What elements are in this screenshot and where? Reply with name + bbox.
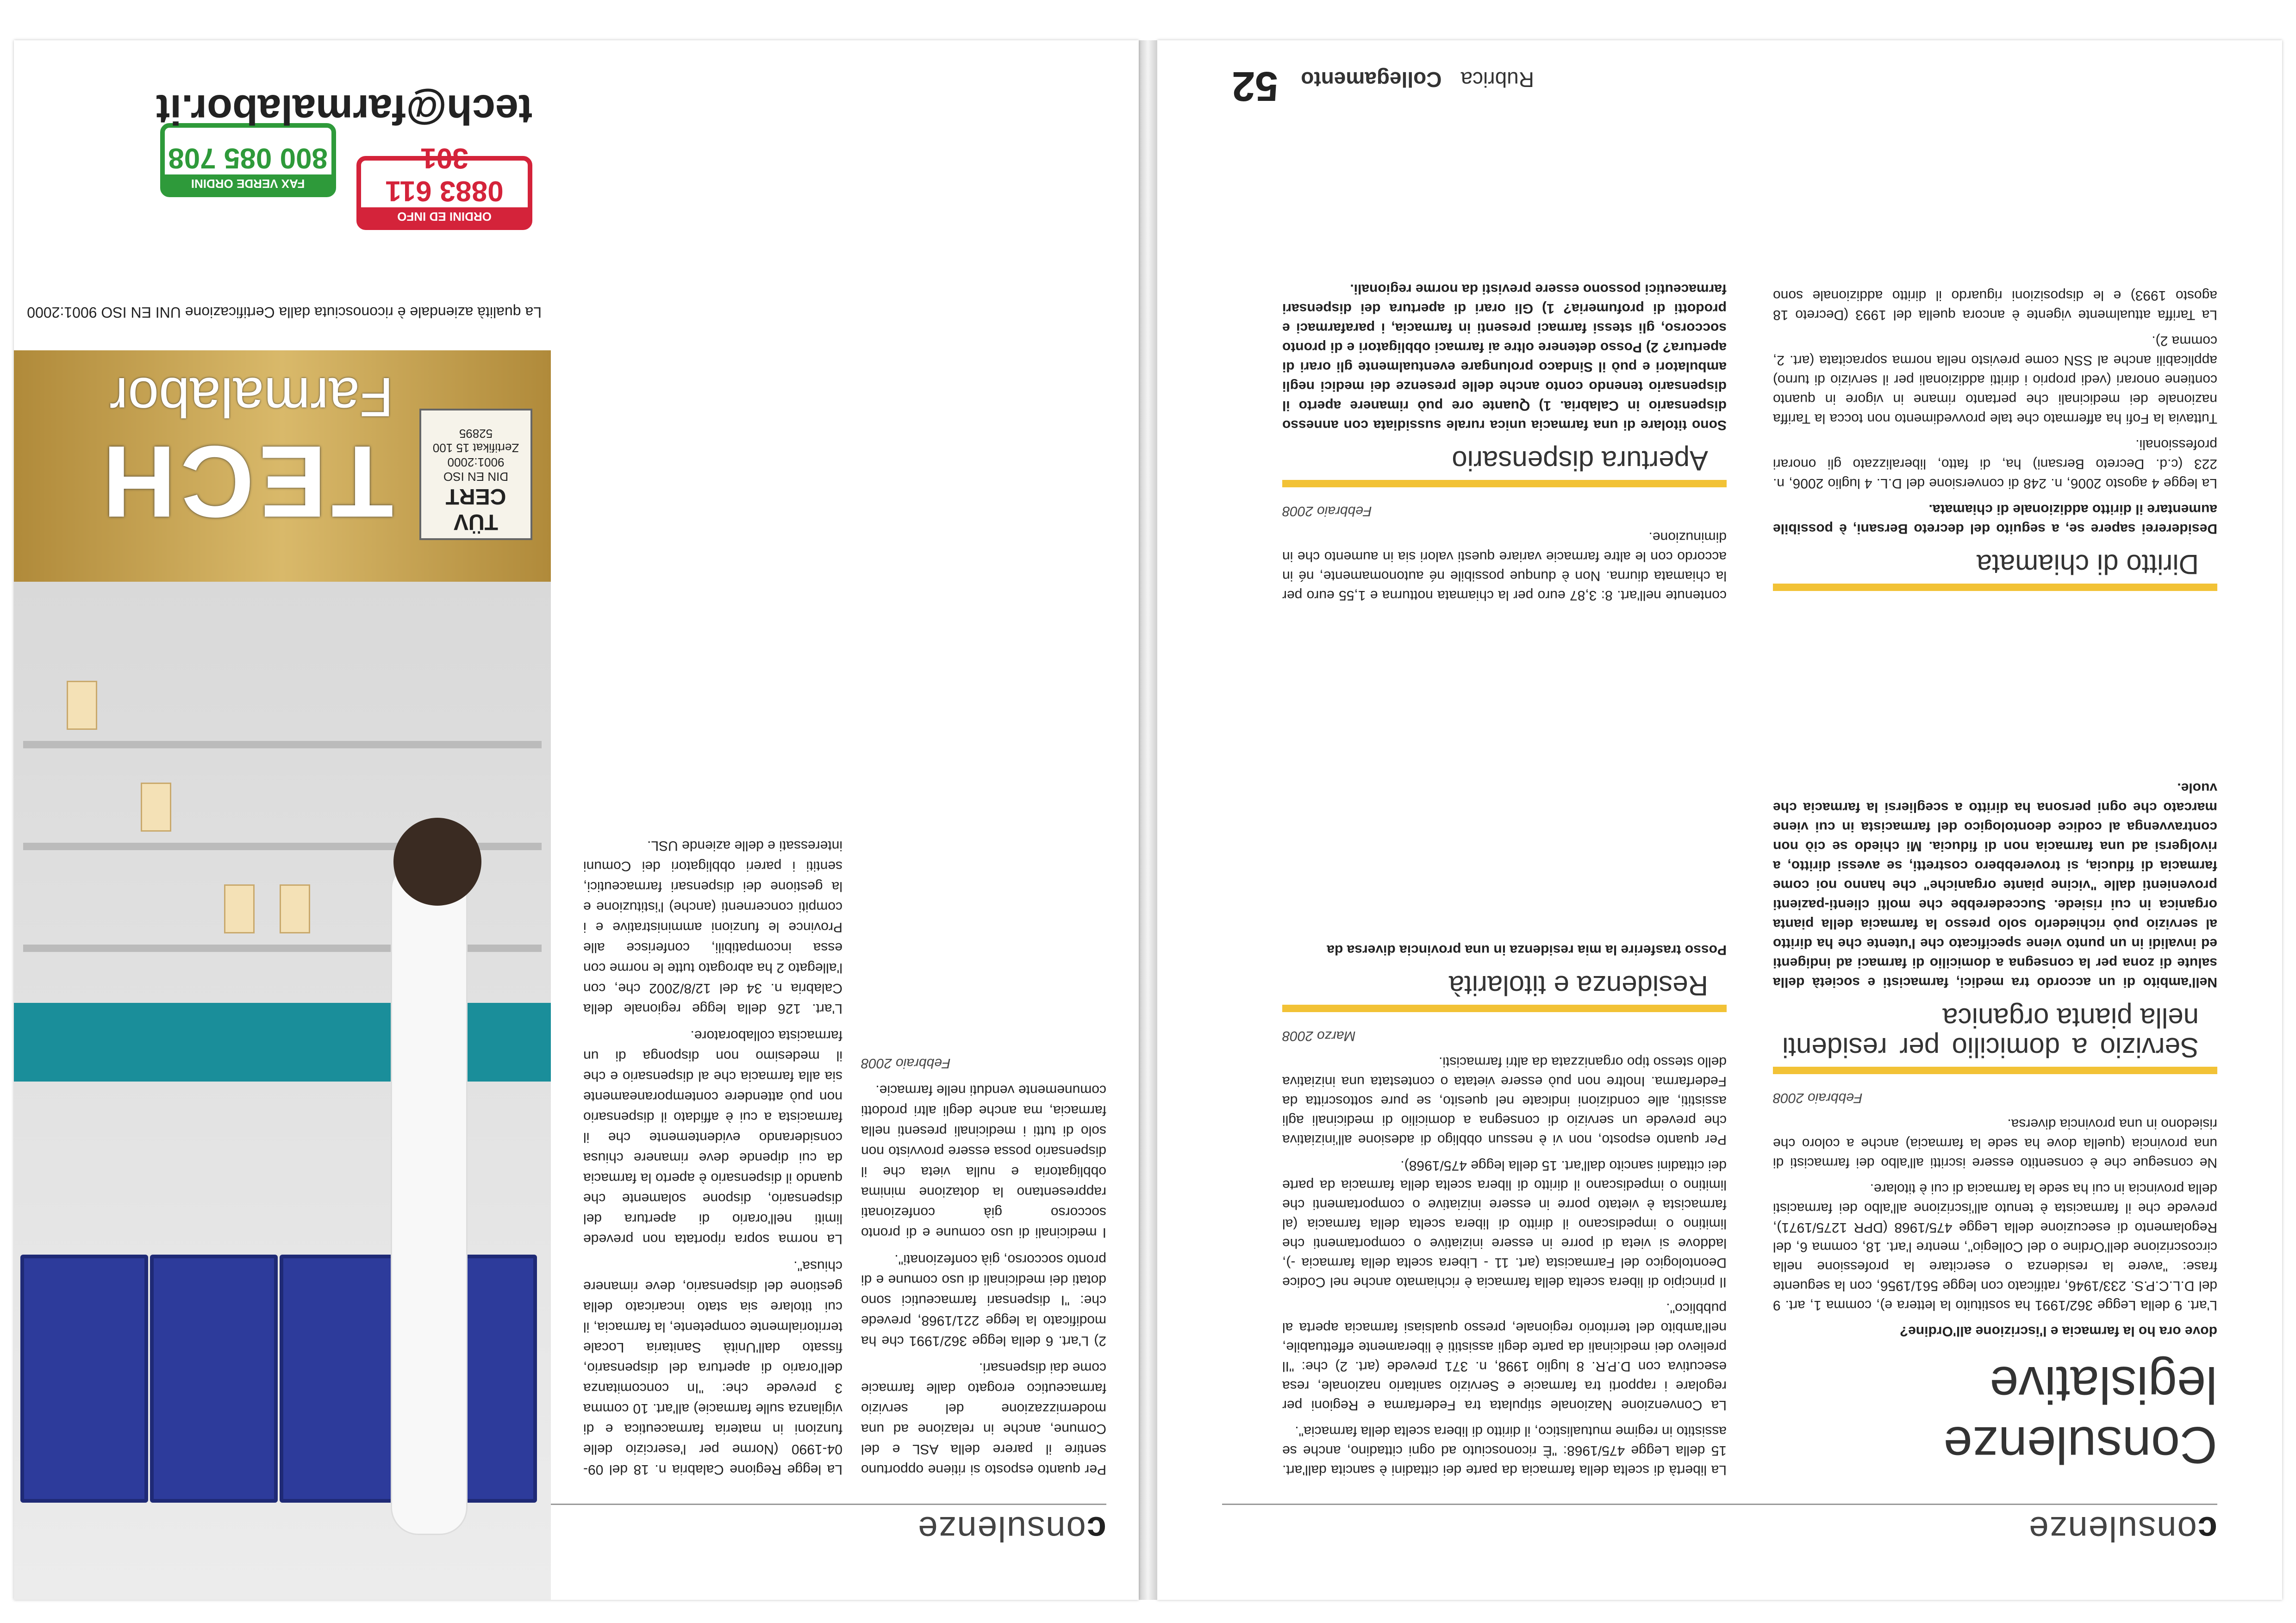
section-question: Sono titolare di una farmacia unica rurale sussidiata con annesso dispensario in Calabria. 1) Quante ore può rimanere aperto il dispensario tenendo conto anche delle presenze dei medici negli ambulatori e può il Sindaco prolungare eventualmente gli orari di apertura? 2) Posso detenere oltre ai farmaci obbligatori e di pronto soccorso, gli stessi farmaci presenti in farmacia, i parafarmaci e prodotti di profumeria? 1) Gli orari di apertura dei dispensari farmaceutici possono essere previsti da norme regionali. [1282,281,1727,433]
section-heading: Diritto di chiamata [1773,547,2217,591]
header-rule [1222,1504,2217,1505]
header-brand: consulenze [917,1509,1106,1548]
section-paragraph: L'art. 126 della legge regionale della Calabria n. 34 del 12/8/2002 che, con l'allegato 2 ha abrogato tutte le norme con essa incompatibili, conferisce alle Province le funzioni amministrative e i compiti concernenti (anche) l'istituzione e la gestione dei dispensari farmaceutici, sentiti i pareri obbligatori dei Comuni interessati e delle aziende USL. [583,838,842,1016]
ad-bottle [280,884,310,933]
left-page [1157,40,2282,1600]
section-heading: Residenza e titolarità [1282,968,1727,1012]
section-question: Desidererei sapere se, a seguito del decreto Bersani, è possibile aumentare il diritto addizionale di chiamata. [1773,502,2217,536]
section-paragraph: La norma sopra riportata non prevede limiti nell'orario di apertura del dispensario, dispone solamente che quando il dispensario è aperto la farmacia da cui dipende deve rimanere chiusa considerando evidentemente che il farmacista a cui è affidato il dispensario non può attendere contemporaneamente sia alla farmacia che al dispensario e che il medesimo non disponga di un farmacista collaboratore. [583,1028,842,1247]
farmalabor-advertisement [14,40,551,1600]
phone-label: FAX VERDE ORDINI [165,174,331,193]
ad-phones [142,123,532,230]
ad-bottle [224,884,255,933]
right-column-1 [861,1042,1106,1480]
header-brand: consulenze [2028,1509,2217,1548]
footer-rubrica: Rubrica [1460,68,1534,92]
right-page [14,40,1139,1600]
phone-number: 0883 611 301 [385,142,504,207]
page-number: 52 [1232,63,1279,109]
intro-paragraph: L'art. 9 della Legge 362/1991 ha sostituito la lettera e), comma 1, art. 9 del D.L.C.P.S. 233/1946, ratificato con legge 561/1956, con la seguente frase: "avere la residenza o esercitare la professione nella circoscrizione dell'Ordine o del Collegio", mentre l'art. 18, comma 6, del Regolamento di esecuzione della Legge 475/1968 (DPR 1275/1971), prevede che il farmacista è tenuto all'iscrizione all'albo dei farmacisti della provincia in cui ha sede la farmacia di cui è titolare. [1773,1181,2217,1313]
section-paragraph: I medicinali di uso comune e di pronto soccorso già confezionati rappresentano la dotazione minima obbligatoria e nulla vieta che il dispensario possa essere provvisto non solo di tutti i medicinali presenti nella farmacia, ma anche degli altri prodotti comunemente venduti nelle farmacie. [861,1082,1106,1240]
footer-collegamento: Collegamento [1301,68,1442,92]
section-heading: Servizio a domicilio per residenti nella pianta organica [1773,1000,2217,1074]
left-column-2 [1282,933,1727,1480]
section-paragraph: La Convenzione Nazionale stipulata tra Federfarma e Regioni per regolare i rapporti tra farmacie e Servizio sanitario nazionale, resa esecutiva con D.P.R. 8 luglio 1998, n. 371 prevede (art. 2) che: "Il prelievo dei medicinali da parte degli assistiti è liberamente effettuabile, nell'ambito del territorio regionale, presso qualsiasi farmacia aperta al pubblico". [1282,1300,1727,1413]
ad-phone-orders [356,142,532,230]
ad-info-text: La qualità aziendale è riconosciuta dalla Certificazione UNI EN ISO 9001:2000 [27,304,542,321]
section-paragraph: La legge 4 agosto 2006, n. 248 di conversione del D.L. 4 luglio 2006, n. 223 (c.d. Decreto Bersani) ha, di fatto, liberalizzato gli onorari professionali. [1773,437,2217,491]
section-date: Febbraio 2008 [861,1056,951,1071]
ad-shelf [23,741,542,748]
ad-technician-head [393,818,481,906]
ad-cabinet [20,1255,148,1503]
section-paragraph: Per quanto esposto si ritiene opportuno sentire il parere della ASL e del Comune, anche in relazione ad una modernizzazione del servizio farmaceutico erogato dalle farmacie come dai dispensari. [861,1360,1106,1477]
section-paragraph: La legge Regione Calabria n. 18 del 09-04-1990 (Norme per l'esercizio delle funzioni in materia farmaceutica e di vigilanza sulle farmacie) all'art. 10 comma 3 prevede che: "In concomitanza dell'orario di apertura del dispensario, fissato dall'Unità Sanitaria Locale territorialmente competente, la farmacia, il cui titolare sia stato incaricato della gestione del dispensario, deve rimanere chiusa". [583,1258,842,1477]
section-question: Posso trasferire la mia residenza in una provincia diversa da [1327,942,1727,958]
ad-cabinet [150,1255,278,1503]
page-title: Consulenze legislative [1943,1356,2217,1474]
spine-gutter [1139,40,1157,1600]
right-column-2 [583,829,842,1480]
cert-title: TÜV CERT [445,484,506,534]
right-header [917,1507,1106,1549]
page-number-block [1232,62,1541,110]
ad-bottle [67,681,97,730]
ad-phone-fax [160,123,336,197]
ad-email: tech@farmalabor.it [156,86,532,132]
ad-certification-badge [419,409,532,540]
left-column-1 [1773,771,2217,1480]
section-paragraph: La Tariffa attualmente vigente è ancora quella del 1993 (Decreto 18 agosto 1993) e le disposizioni riguardo il diritto addizionale sono contenute nell'art. 8: 3,87 euro per la chiamata notturna e 1,55 euro per la chiamata diurna. Non è dunque possibile né autonomamente, né in accordo con le altre farmacie variare questi valori sia in aumento che in diminuzione. [1282,288,2217,603]
section-date: Marzo 2008 [1282,1028,1356,1044]
section-date: Febbraio 2008 [1282,504,1372,519]
phone-label: ORDINI ED INFO [361,207,528,225]
left-column-3 [1282,279,2217,605]
intro-question: dove ora ho la farmacia e l'iscrizione all'Ordine? [1899,1324,2217,1339]
intro-date: Febbraio 2008 [1773,1090,1863,1106]
ad-farmalabor-logo: Farmalabor [109,366,393,428]
section-paragraph: 2) L'art. 6 della legge 362/1991 che ha modificato la legge 221/1968, prevede che: "I dispensari farmaceutici sono dotati dei medicinali di uso comune e di pronto soccorso, già confezionati". [861,1252,1106,1349]
section-paragraph: Per quanto esposto, non vi è nessun obbligo di adesione all'iniziativa che prevede un servizio di consegna a domicilio di medicinali agli assistiti, alle condizioni indicate nel quesito, se pure sottoscritta da Federfarma. Inoltre non può essere vietata o contestata una iniziativa dello stesso tipo organizzata da altri farmacisti. [1282,1054,1727,1147]
cert-text: DIN EN ISO 9001:2000 Zertifikat 15 100 52895 [432,427,519,484]
ad-cabinet [280,1255,407,1503]
ad-tech-logo: TECH [98,425,393,539]
section-paragraph: Il principio di libera scelta della farmacia è richiamato anche nel Codice Deontologico del Farmacista (art. 11 - Libera scelta della farmacia -), laddove si vieta di porre in essere iniziative o comportamenti che limitino o impediscano il diritto di libera scelta della farmacia (al farmacista è vietato porre in essere iniziative o comportamenti che limitino o impediscano il diritto di libera scelta della farmacia da parte dei cittadini sancito dall'art. 15 della legge 475/1968). [1282,1158,1727,1290]
section-question: Nell'ambito di un accordo tra medici, farmacisti e società della salute di zona per la consegna a domicilio di farmaci ad indigenti ed invalidi in un punto viene specificato che l'utente che ha diritto al servizio può richiederlo solo presso la farmacia della pianta organica in cui risiede. Succederebbe che molti clienti-pazienti provenienti dalle "vicine piante organiche" che hanno noi come farmacia di fiducia, si troverebbero costretti, se avessi diritto, a rivolgersi ad una farmacia non di fiducia. Mi chiedo se ciò non contravvenga al codice deontologico del farmacista in cui viene marcato che ogni persona ha diritto a scegliersi la farmacia che vuole. [1773,780,2217,990]
ad-lab-technician [391,861,468,1535]
section-paragraph: Tuttavia la Fofi ha affermato che tale provvedimento non tocca la Tariffa nazionale dei medicinali che pertanto rimane in vigore in quanto contiene onorari (vedi proprio i diritti addizionali per il servizio di turno) applicabili anche al SSN come previsto nella norma sopracitata (art. 2, comma 2). [1773,333,2217,426]
left-header [2028,1507,2217,1549]
section-paragraph: La libertà di scelta della farmacia da parte dei cittadini è sancita dall'art. 15 della Legge 475/1968: "È riconosciuto ad ogni cittadino, anche se assistito in regime mutualistico, il diritto di libera scelta della farmacia". [1282,1424,1727,1478]
magazine-spread [14,40,2282,1600]
phone-number: 800 085 708 [168,142,328,174]
ad-counter [14,1003,551,1082]
section-heading: Apertura dispensario [1282,443,1727,487]
intro-paragraph: Ne consegue che è consentito essere iscritti all'albo dei farmacisti di una provincia (quella dove ha sede la farmacia) anche a coloro che risiedono in una provincia diversa. [1773,1116,2217,1170]
ad-bottle [141,783,171,832]
